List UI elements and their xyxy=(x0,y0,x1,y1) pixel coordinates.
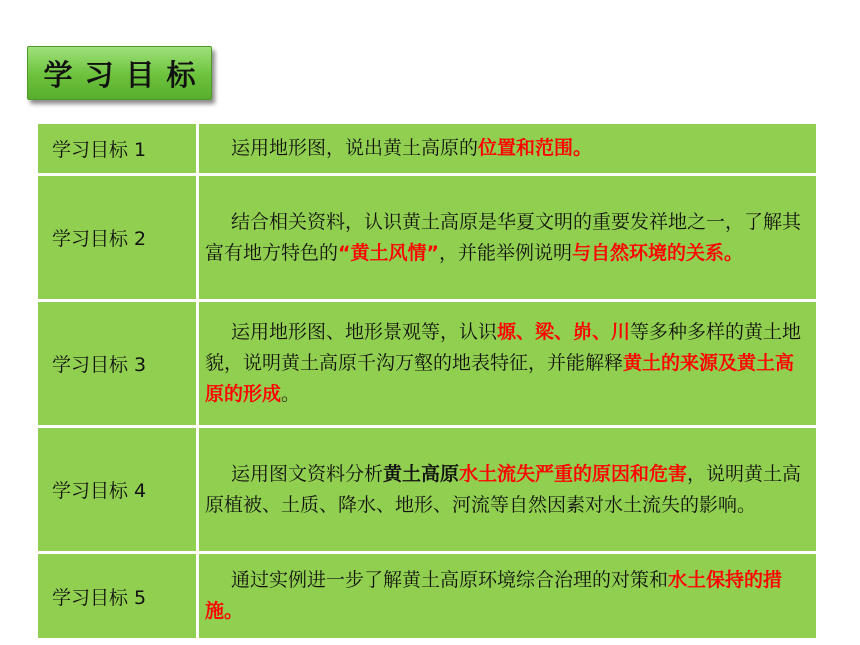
goal-3-text-b: 等多种多样的黄土地貌，说明黄土高原千沟万壑的地表特征，并能解释 xyxy=(205,321,802,374)
section-title: 学习目标 xyxy=(43,57,208,92)
goal-1-text: 运用地形图，说出黄土高原的 xyxy=(231,137,479,159)
goal-label-2: 学习目标 2 xyxy=(38,176,196,299)
learning-goals-table xyxy=(35,121,819,641)
goal-4-highlight: 水土流失严重的原因和危害 xyxy=(459,462,688,485)
goal-row-3 xyxy=(38,302,816,425)
goal-3-highlight-b: 黄土的来源及黄土高原的形成 xyxy=(205,352,795,405)
goal-description-5 xyxy=(199,554,816,638)
goal-description-3 xyxy=(199,302,816,425)
goal-row-2 xyxy=(38,176,816,299)
goal-4-bold: 黄土高原 xyxy=(383,462,460,485)
goal-label-1: 学习目标 1 xyxy=(38,124,196,173)
goal-description-1 xyxy=(199,124,816,173)
goal-2-highlight-b: 与自然环境的关系。 xyxy=(572,241,744,264)
goal-label-4: 学习目标 4 xyxy=(38,428,196,551)
goal-4-text-a: 运用图文资料分析 xyxy=(231,462,384,485)
goal-2-highlight-a: “黄土风情” xyxy=(338,241,439,264)
goal-row-1 xyxy=(38,124,816,173)
goal-5-text: 通过实例进一步了解黄土高原环境综合治理的对策和 xyxy=(231,569,669,591)
goal-5-highlight: 水土保持的措施。 xyxy=(205,569,783,622)
goal-4-text-b: ，说明黄土高原植被、土质、降水、地形、河流等自然因素对水土流失的影响。 xyxy=(205,462,802,516)
goal-row-4 xyxy=(38,428,816,551)
goal-description-4 xyxy=(199,428,816,551)
goal-row-5 xyxy=(38,554,816,638)
goal-label-5: 学习目标 5 xyxy=(38,554,196,638)
goal-2-text-b: ，并能举例说明 xyxy=(439,241,573,264)
goal-label-3: 学习目标 3 xyxy=(38,302,196,425)
goal-3-text-a: 运用地形图、地形景观等，认识 xyxy=(231,321,498,343)
goal-1-highlight: 位置和范围。 xyxy=(478,137,593,159)
section-title-badge xyxy=(27,46,212,100)
goal-3-highlight-a: 塬、梁、峁、川 xyxy=(497,321,631,343)
goal-3-text-c: 。 xyxy=(281,383,301,405)
goal-2-text-a: 结合相关资料，认识黄土高原是华夏文明的重要发祥地之一，了解其富有地方特色的 xyxy=(205,210,802,264)
goal-description-2 xyxy=(199,176,816,299)
